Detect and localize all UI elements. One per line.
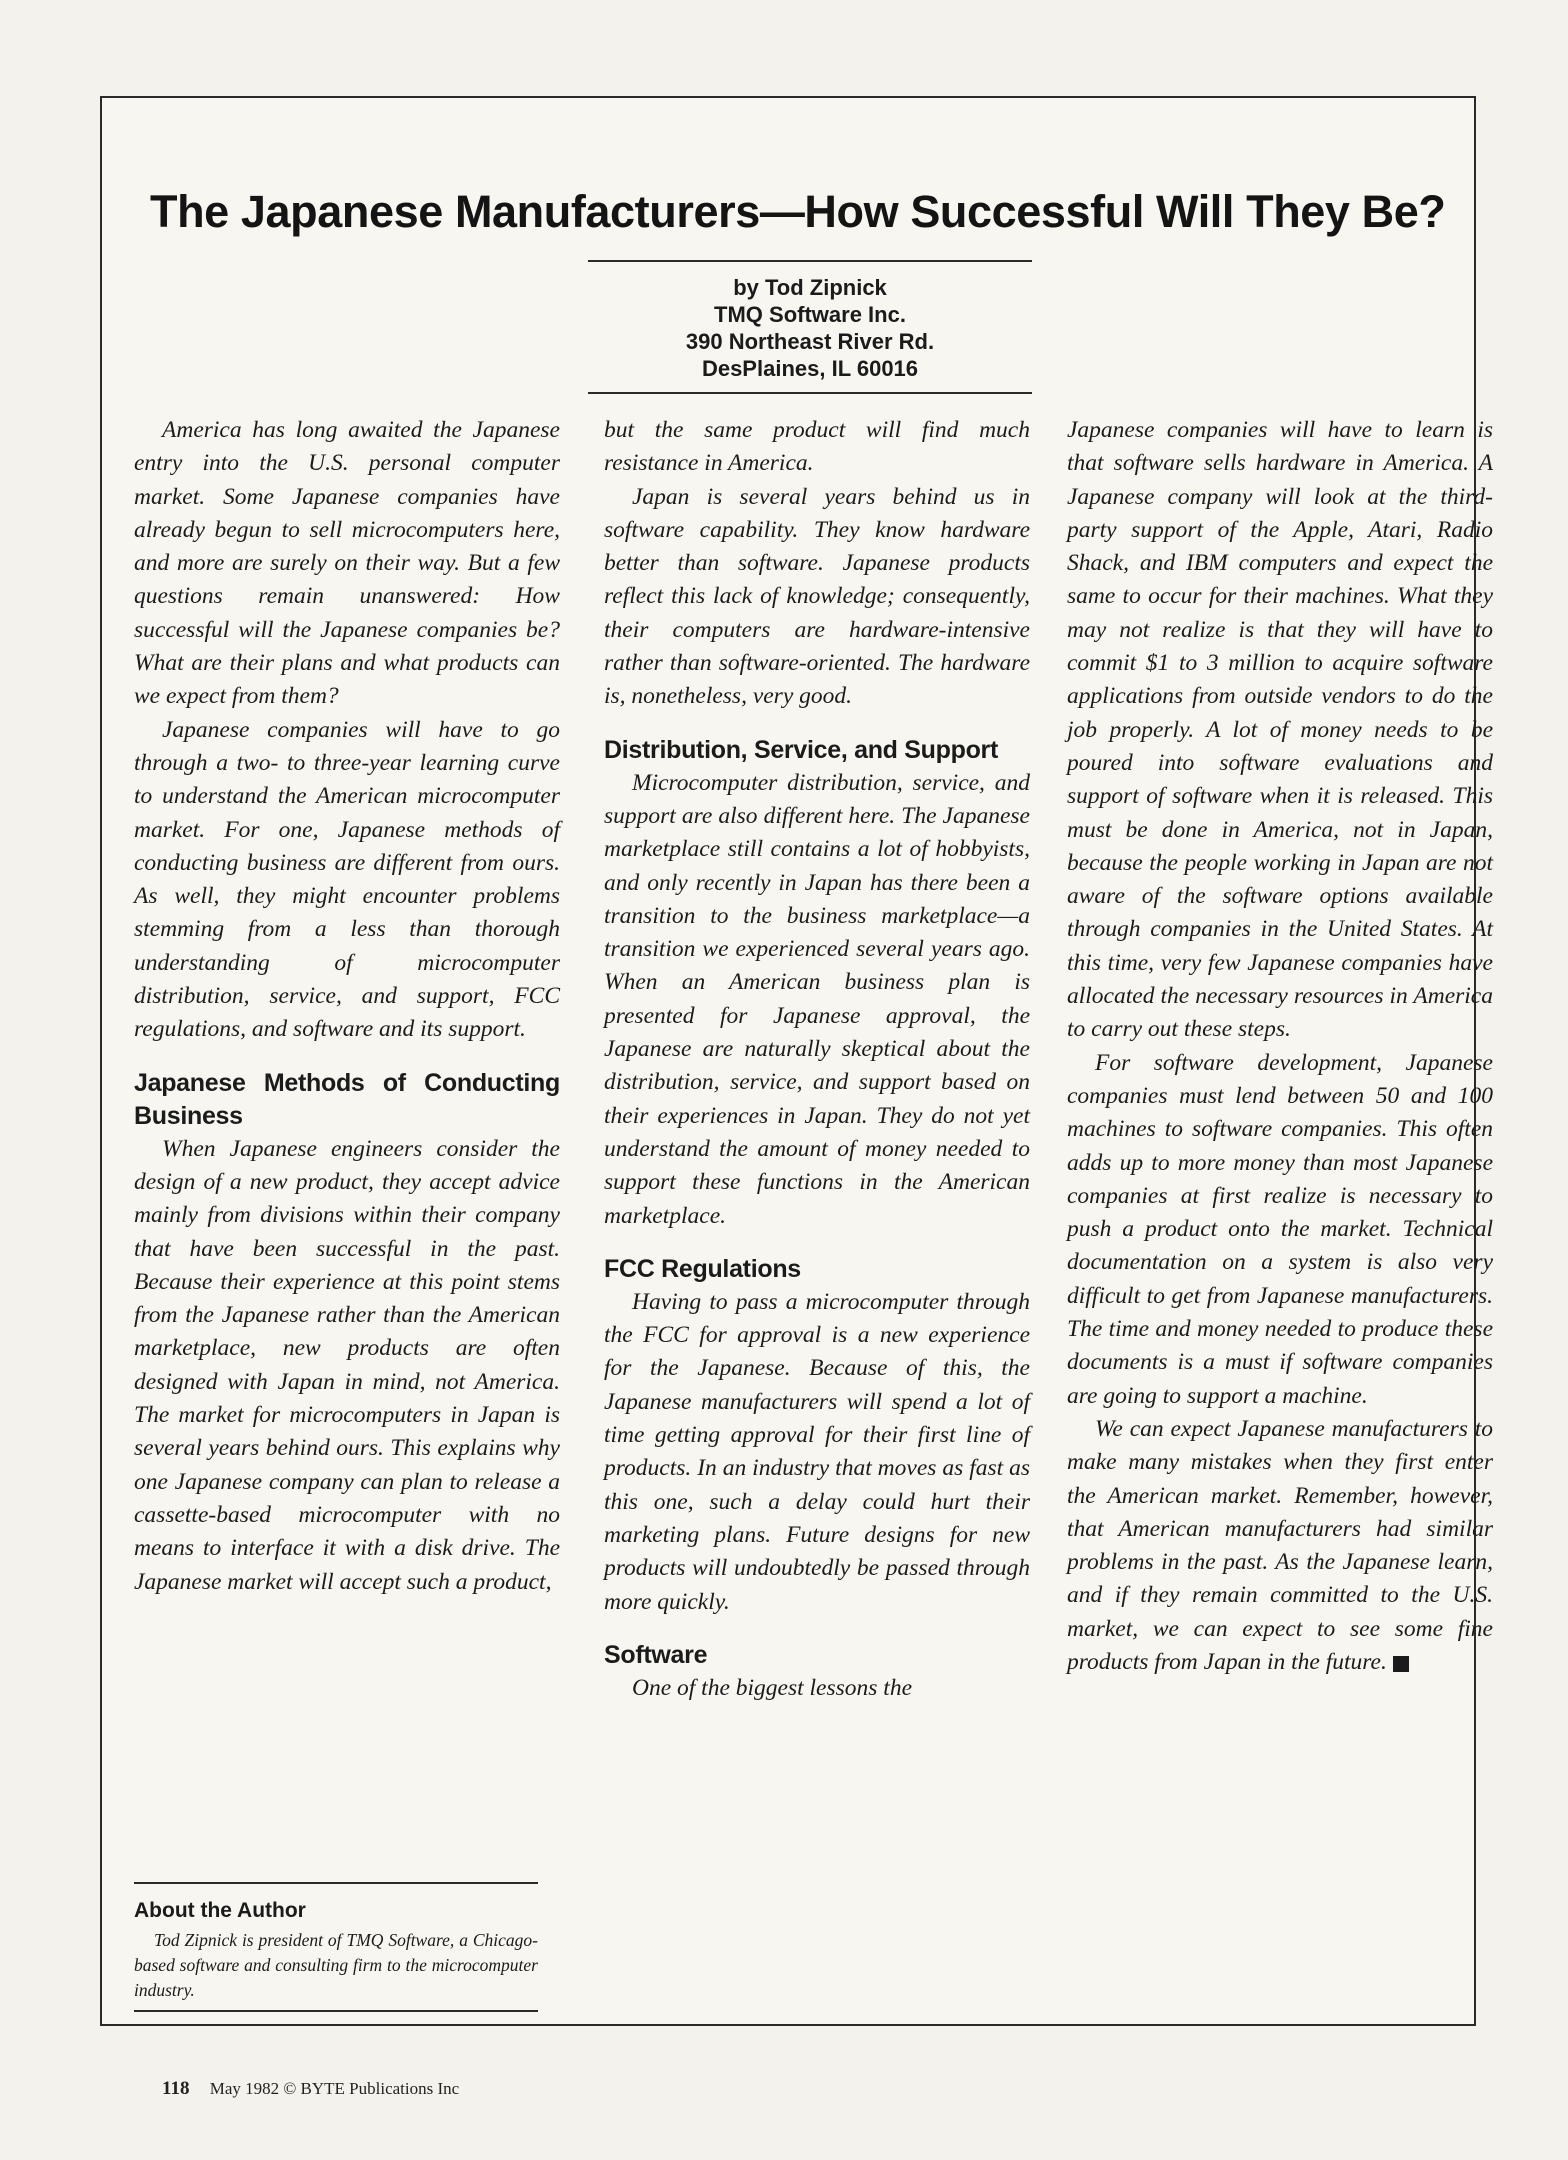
paragraph: America has long awaited the Japanese entry into the U.S. personal computer market. Some Japanese companies have already begun to sell microcomputers here, and more are surely on their way. But a few questions remain unanswered: How successful will the Japanese companies be? What are their plans and what products can we expect from them? (134, 417, 560, 710)
byline (588, 260, 1032, 394)
section-heading: Japanese Methods of Conducting Business (134, 1068, 560, 1130)
paragraph: Japanese companies will have to go through a two- to three-year learning curve to understand the American microcomputer market. For one, Japanese methods of conducting business are different from ours. As well, they might encounter problems stemming from a less than thorough understanding of microcomputer distribution, service, and support, FCC regulations, and software and its support. (134, 716, 560, 1043)
byline-street: 390 Northeast River Rd. (685, 329, 935, 354)
paragraph: Having to pass a microcomputer through the FCC for approval is a new experience for the Japanese. Because of this, the Japanese manufacturers will spend a lot of time getting approval for their first line of products. In an industry that moves as fast as this one, such a delay could hurt their marketing plans. Future designs for new products will undoubtedly be passed through more quickly. (604, 1288, 1030, 1615)
page-number: 118 (162, 2078, 190, 2099)
section-heading: Distribution, Service, and Support (604, 735, 999, 764)
column-3 (1067, 414, 1493, 1679)
final-text: We can expect Japanese manufacturers to make many mistakes when they first enter the American market. Remember, however, that American manufacturers had similar problems in the past. As the Japanese learn, and if they remain committed to the U.S. market, we can expect to see some fine products from Japan in the future. (1067, 1415, 1493, 1675)
page-footer (162, 2078, 459, 2100)
paragraph: Microcomputer distribution, service, and support are also different here. The Japanese marketplace still contains a lot of hobbyists, and only recently in Japan has there been a transition to the business marketplace—a transition we experienced several years ago. When an American business plan is presented for Japanese approval, the Japanese are naturally skeptical about the distribution, service, and support based on their experiences in Japan. They do not yet understand the amount of money needed to support these functions in the American marketplace. (604, 769, 1030, 1229)
paragraph: When Japanese engineers consider the design of a new product, they accept advice mainly from divisions within their company that have been successful in the past. Because their experience at this point stems from the Japanese rather than the American marketplace, new products are often designed with Japan in mind, not America. The market for microcomputers in Japan is several years behind ours. This explains why one Japanese company can plan to release a cassette-based microcomputer with no means to interface it with a disk drive. The Japanese market will accept such a product, (134, 1135, 560, 1595)
end-of-article-mark (1393, 1656, 1409, 1672)
paragraph: Japan is several years behind us in software capability. They know hardware better than software. Japanese products reflect this lack of knowledge; consequently, their computers are hardware-intensive rather than software-oriented. The hardware is, nonetheless, very good. (604, 483, 1030, 710)
paragraph: For software development, Japanese companies must lend between 50 and 100 machines to software companies. This often adds up to more money than most Japanese companies at first realize is necessary to push a product onto the market. Technical documentation on a system is also very difficult to get from Japanese manufacturers. The time and money needed to produce these documents is a must if software companies are going to support a machine. (1067, 1049, 1493, 1409)
byline-company: TMQ Software Inc. (714, 302, 906, 327)
byline-author: by Tod Zipnick (733, 275, 887, 300)
paragraph: One of the biggest lessons the (632, 1674, 913, 1701)
paragraph: but the same product will find much resistance in America. (604, 417, 1030, 477)
section-heading: FCC Regulations (604, 1254, 801, 1283)
byline-city: DesPlaines, IL 60016 (701, 356, 919, 381)
about-the-author (134, 1882, 538, 2012)
section-heading: Software (604, 1640, 708, 1669)
about-heading: About the Author (134, 1899, 306, 1922)
column-2 (604, 414, 1030, 1705)
imprint: May 1982 © BYTE Publications Inc (209, 2079, 460, 2098)
article-title: The Japanese Manufacturers—How Successful Will They Be? (150, 186, 1446, 238)
paragraph: Japanese companies will have to learn is that software sells hardware in America. A Japanese company will look at the third-party support of the Apple, Atari, Radio Shack, and IBM computers and expect the same to occur for their machines. What they may not realize is that they will have to commit $1 to 3 million to acquire software applications from outside vendors to do the job properly. A lot of money needs to be poured into software evaluations and support of software when it is released. This must be done in America, not in Japan, because the people working in Japan are not aware of the software options available through companies in the United States. At this time, very few Japanese companies have allocated the necessary resources in America to carry out these steps. (1067, 417, 1493, 1043)
about-text: Tod Zipnick is president of TMQ Software, a Chicago-based software and consulting firm to the microcomputer industry. (134, 1930, 538, 2000)
paragraph-final (1067, 1413, 1493, 1679)
column-1 (134, 414, 560, 1599)
